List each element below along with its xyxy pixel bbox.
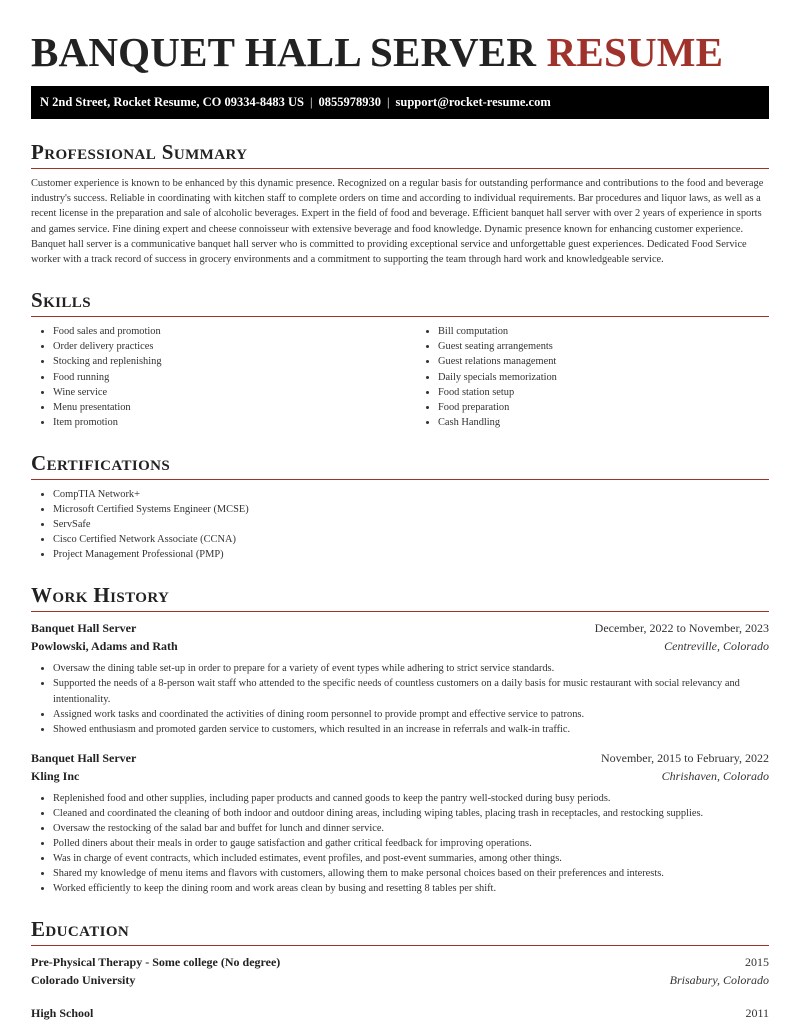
skill-item: • Item promotion <box>53 415 416 430</box>
job-company: Powlowski, Adams and Rath <box>31 639 178 654</box>
job-duties-list <box>31 661 769 736</box>
education-entry <box>31 1004 769 1022</box>
education-school-row <box>31 971 769 989</box>
contact-bar <box>31 86 769 119</box>
job-location: Centreville, Colorado <box>664 639 769 654</box>
education-degree: High School <box>31 1006 94 1021</box>
skill-item: • Bill computation <box>438 324 800 339</box>
section-heading: Certifications <box>31 450 171 475</box>
summary-text: Customer experience is known to be enhanced by this dynamic presence. Recognized on a regular basis for outstanding performance and contributions to the food and beverage industry's success. Reliable in coordinating with kitchen staff to complete orders on time and according to individual requirements. Bar procedures and liquor laws, as well as a recent license in the preparation and sale of alcoholic beverages. Expert in the field of food and beverage. Efficient banquet hall server with over 2 years of experience in sports and games service. Fine dining expert and cheese connoisseur with extensive beverage and food knowledge. Dynamic presence known for enhancing customer experience. Banquet hall server is a communicative banquet hall server who is committed to providing exceptional service and unforgettable guest experiences. Dedicated Food Service worker with a track record of success in grocery environments and a commitment to supporting the team through hard work and knowledgeable service. <box>31 178 764 266</box>
section-divider <box>31 316 769 317</box>
contact-separator: | <box>309 95 313 109</box>
skills-right-list <box>416 324 800 430</box>
contact-phone: 0855978930 <box>318 95 381 109</box>
job-title: Banquet Hall Server <box>31 750 137 765</box>
section-heading: Education <box>31 917 130 942</box>
education-year: 2011 <box>745 1006 769 1021</box>
title-accent: RESUME <box>546 29 724 75</box>
skill-item: • Daily specials memorization <box>438 370 800 385</box>
job-duty: • Oversaw the dining table set-up in order to prepare for a variety of event types while adhering to strict service standards. <box>53 661 769 676</box>
skill-item: • Food preparation <box>438 400 800 415</box>
job-duty: • Shared my knowledge of menu items and flavors with customers, allowing them to make personal choices based on their preferences and interests. <box>53 866 769 881</box>
education-entry <box>31 953 769 989</box>
education-section <box>31 916 769 1022</box>
certification-item: • CompTIA Network+ <box>53 487 769 502</box>
education-header-row <box>31 953 769 971</box>
job-duty: • Polled diners about their meals in order to gauge satisfaction and gather critical feedback for improving operations. <box>53 836 769 851</box>
job-entry <box>31 749 769 897</box>
skill-item: • Wine service <box>53 385 416 400</box>
skill-item: • Food sales and promotion <box>53 324 416 339</box>
job-company: Kling Inc <box>31 768 80 783</box>
job-dates: November, 2015 to February, 2022 <box>600 750 769 765</box>
job-duty: • Supported the needs of a 8-person wait staff who attended to the specific needs of countless customers on a daily basis for music restaurant with social relevancy and intentionality. <box>53 676 769 706</box>
section-divider <box>31 611 769 612</box>
job-duty: • Oversaw the restocking of the salad bar and buffet for lunch and dinner service. <box>53 821 769 836</box>
job-location: Chrishaven, Colorado <box>661 768 769 783</box>
job-entry <box>31 619 769 736</box>
job-duties-list <box>31 791 769 897</box>
work-history-section <box>31 582 769 896</box>
job-duty: • Replenished food and other supplies, including paper products and canned goods to keep the pantry well-stocked during busy periods. <box>53 791 769 806</box>
certification-item: • ServSafe <box>53 517 769 532</box>
job-title: Banquet Hall Server <box>31 621 137 636</box>
education-location: Brisabury, Colorado <box>669 973 769 988</box>
skill-item: • Guest seating arrangements <box>438 339 800 354</box>
job-duty: • Showed enthusiasm and promoted garden service to customers, which resulted in an increase in referrals and walk-in traffic. <box>53 722 769 737</box>
contact-separator: | <box>387 95 390 109</box>
contact-email[interactable]: support@rocket-resume.com <box>395 95 551 109</box>
section-divider <box>31 945 769 946</box>
certifications-list <box>31 487 769 562</box>
resume-title <box>31 28 769 76</box>
job-duty: • Was in charge of event contracts, which included estimates, event profiles, and post-event summaries, among other things. <box>53 851 769 866</box>
skills-left-list <box>31 324 416 430</box>
education-header-row <box>31 1004 769 1022</box>
education-year: 2015 <box>745 955 769 970</box>
certification-item: • Microsoft Certified Systems Engineer (MCSE) <box>53 502 769 517</box>
job-header-row <box>31 749 769 767</box>
resume-page <box>31 28 769 1022</box>
job-company-row <box>31 767 769 785</box>
education-school: Colorado University <box>31 973 136 988</box>
skill-item: • Food station setup <box>438 385 800 400</box>
section-heading: Skills <box>31 288 91 313</box>
job-duty: • Cleaned and coordinated the cleaning of both indoor and outdoor dining areas, including wiping tables, placing trash in receptacles, and restocking supplies. <box>53 806 769 821</box>
skill-item: • Guest relations management <box>438 354 800 369</box>
job-dates: December, 2022 to November, 2023 <box>594 621 769 636</box>
job-duty: • Worked efficiently to keep the dining room and work areas clean by busing and resetting 8 tables per shift. <box>53 881 769 896</box>
title-main: BANQUET HALL SERVER <box>31 29 537 75</box>
summary-section <box>31 139 769 267</box>
certifications-section <box>31 450 769 562</box>
certification-item: • Cisco Certified Network Associate (CCNA) <box>53 532 769 547</box>
contact-address: N 2nd Street, Rocket Resume, CO 09334-8483 US <box>40 95 304 109</box>
education-degree: Pre-Physical Therapy - Some college (No degree) <box>31 955 281 970</box>
section-divider <box>31 479 769 480</box>
skill-item: • Stocking and replenishing <box>53 354 416 369</box>
skill-item: • Menu presentation <box>53 400 416 415</box>
skills-section <box>31 287 769 430</box>
section-heading: Work History <box>31 583 170 608</box>
certification-item: • Project Management Professional (PMP) <box>53 547 769 562</box>
job-duty: • Assigned work tasks and coordinated the activities of dining room personnel to provide prompt and effective service to patrons. <box>53 707 769 722</box>
skill-item: • Order delivery practices <box>53 339 416 354</box>
job-company-row <box>31 637 769 655</box>
skills-columns <box>31 324 769 430</box>
section-heading: Professional Summary <box>31 140 248 164</box>
skill-item: • Cash Handling <box>438 415 800 430</box>
section-divider <box>31 168 769 169</box>
job-header-row <box>31 619 769 637</box>
skill-item: • Food running <box>53 370 416 385</box>
